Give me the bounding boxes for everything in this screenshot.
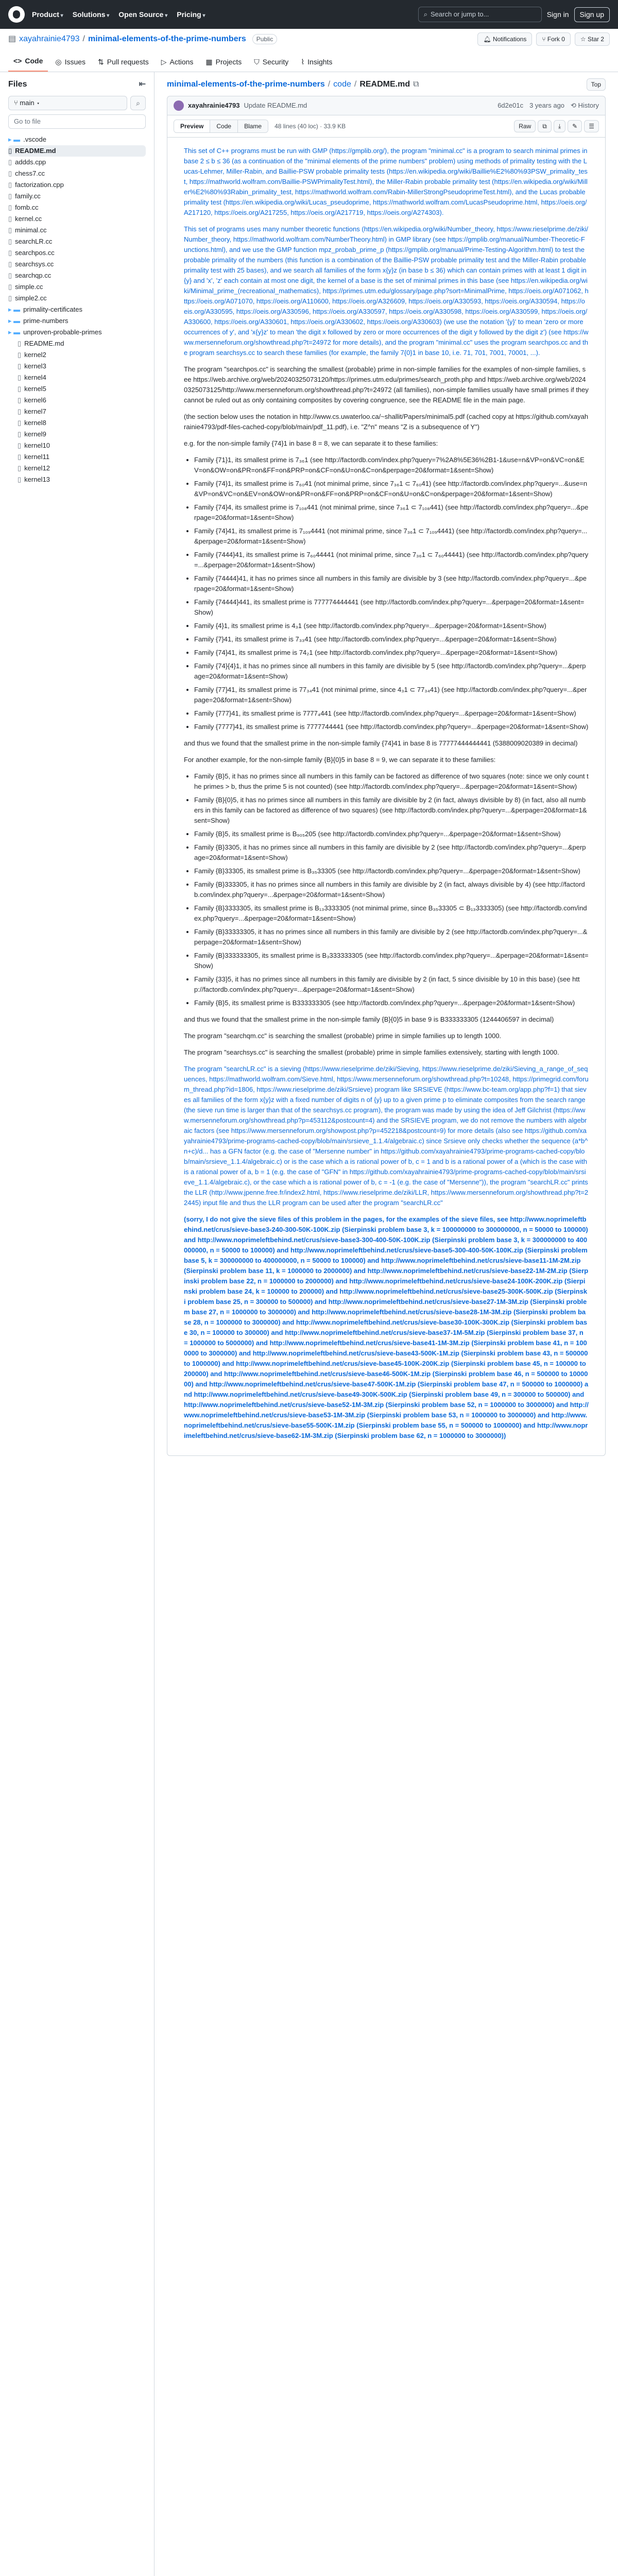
readme-paragraph: and thus we found that the smallest prime in the non-simple family {74}41 in base 8 is 77777444444441 (5388009020389 in decimal) — [184, 739, 578, 747]
tree-item-label: kernel4 — [24, 373, 46, 381]
tree-file[interactable] — [8, 157, 146, 168]
tree-item-label: primality-certificates — [23, 305, 82, 313]
sidebar-header — [8, 78, 146, 91]
repo-sep: / — [82, 35, 85, 43]
tree-file[interactable] — [8, 474, 146, 485]
tree-item-label: kernel13 — [24, 475, 50, 483]
family-list-item: • Family {4}1, its smallest prime is 4₃1 (see http://factordb.com/index.php?query=...&perpage=20&format=1&sent=Show) — [194, 621, 589, 631]
branch-icon: ⑂ — [14, 99, 20, 107]
folder-icon: ▸ ▬ — [8, 328, 21, 336]
tree-file[interactable] — [8, 247, 146, 259]
repo-owner-link[interactable]: xayahrainie4793 — [19, 35, 80, 43]
file-icon: ▯ — [18, 418, 22, 427]
tab-issues[interactable] — [50, 53, 91, 72]
tree-file[interactable] — [8, 463, 146, 474]
shield-icon: ⛉ — [254, 58, 260, 66]
main-content — [154, 72, 618, 2576]
notifications-label: Notifications — [492, 36, 527, 43]
family-list-item: • Family {7444}41, its smallest prime is 7₆₀44441 (not minimal prime, since 7₃₆1 ⊂ 7₆₀44441) (see http://factordb.com/index.php?query=...&perpage=20&format=1&sent=Show) — [194, 550, 589, 570]
tree-file[interactable] — [8, 417, 146, 429]
file-icon: ▯ — [8, 282, 12, 291]
file-info: 48 lines (40 loc) · 33.9 KB — [274, 123, 346, 130]
breadcrumb — [167, 78, 606, 91]
readme-paragraph: This set of C++ programs must be run with GMP (https://gmplib.org/), the program "minimal.cc" is a program to search minimal primes in base 2 ≤ b ≤ 36 (as a continuation of the "minimal elements of the prime numbers" problem) using methods of primality testing with the Lucas-Lehmer, Miller-Rabin, and Baillie-PSW probable primality tests (https://en.wikipedia.org/wiki/Baillie%E2%80%93PSW_primality_test, https://mathworld.wolfram.com/Baillie-PSWPrimalityTest.html), the Miller-Rabin probable primality test (https://en.wikipedia.org/wiki/Miller%E2%80%93Rabin_primality_test, https://mathworld.wolfram.com/Rabin-MillerStrongPseudoprimeTest.html), and the Lucas probable primality test (https://en.wikipedia.org/wiki/Lucas_pseudoprime, https://mathworld.wolfram.com/LucasPseudoprime.html, https://oeis.org/A217120, https://oeis.org/A217255, https://oeis.org/A217719, https://oeis.org/A274303). — [184, 147, 588, 216]
tree-item-label: searchLR.cc — [15, 237, 53, 245]
tree-file[interactable] — [8, 338, 146, 349]
tree-file[interactable] — [8, 349, 146, 361]
file-tree-sidebar — [0, 72, 154, 2576]
sign-up-button[interactable]: Sign up — [574, 7, 610, 22]
tab-projects[interactable] — [200, 53, 247, 72]
history-label: History — [578, 101, 599, 110]
file-icon: ▯ — [8, 214, 12, 223]
copy-path-icon[interactable]: ⧉ — [413, 80, 419, 89]
tree-file[interactable] — [8, 429, 146, 440]
tab-security[interactable] — [249, 53, 294, 72]
tree-file[interactable] — [8, 202, 146, 213]
copy-icon[interactable]: ⧉ — [538, 120, 552, 132]
branch-selector[interactable]: ⑂ main ▾ — [8, 96, 127, 110]
outline-icon[interactable]: ☰ — [584, 120, 599, 132]
family-list-item: • Family {74}41, its smallest prime is 7₁₀₉4441 (not minimal prime, since 7₃₆1 ⊂ 7₁₀₉4441) (see http://factordb.com/index.php?query=...&perpage=20&format=1&sent=Show) — [194, 526, 589, 547]
nav-pricing[interactable]: Pricing ▾ — [177, 9, 205, 20]
family-list-item: • Family {33}5, it has no primes since all numbers in this family are divisible by 2 (in fact, 5 since divisible by 10 in this base) (see http://factordb.com/index.php?query=...&perpage=20&format=1&sent=Show) — [194, 974, 589, 995]
family-list-item: • Family {B}333305, it has no primes since all numbers in this family are divisible by 2 (in fact, always divisible by 4) (see http://factordb.com/index.php?query=...&perpage=20&format=1&sent=Show) — [194, 879, 589, 900]
global-nav — [32, 9, 205, 20]
branch-row — [8, 96, 146, 110]
family-list-item: • Family {B}5, it has no primes since all numbers in this family can be factored as difference of two squares (note: since we only count the primes > b, thus the prime 5 is not counted) (see http://factordb.com/index.php?query=...&perpage=20&format=1&sent=Show) — [194, 771, 589, 792]
fork-icon: ⑂ — [542, 36, 547, 43]
commit-time: 3 years ago — [529, 101, 565, 110]
tree-folder[interactable] — [8, 134, 146, 145]
tree-item-label: chess7.cc — [15, 169, 45, 177]
tree-item-label: searchsys.cc — [15, 260, 54, 268]
file-icon: ▯ — [18, 430, 22, 438]
family-list-item: • Family {74}{4}1, it has no primes since all numbers in this family are divisible by 5 (see http://factordb.com/index.php?query=...&perpage=20&format=1&sent=Show) — [194, 661, 589, 682]
tree-file[interactable] — [8, 168, 146, 179]
breadcrumb-repo[interactable]: minimal-elements-of-the-prime-numbers — [167, 80, 325, 89]
tree-item-label: addds.cpp — [15, 158, 46, 166]
commit-author[interactable]: xayahrainie4793 — [188, 101, 240, 110]
tab-security-label: Security — [262, 58, 289, 66]
tree-file[interactable] — [8, 372, 146, 383]
tree-item-label: prime-numbers — [23, 316, 68, 325]
file-icon: ▯ — [18, 384, 22, 393]
family-list-item: • Family {71}1, its smallest prime is 7₃₆1 (see http://factordb.com/index.php?query=7%2A8%5E36%2B1-1&use=n&VP=on&VC=on&EV=on&OW=on&PR=on&FF=on&PRP=on&CF=on&U=on&C=on&perpage=20&format=1&sent=Show) — [194, 455, 589, 476]
readme-paragraph: (sorry, I do not give the sieve files of this problem in the pages, for the examples of the sieve files, see http://www.noprimeleftbehind.net/crus/sieve-base3-240-300-50K-100K.zip (Sierpinski problem base 3, k = 100000000 to 300000000, n = 50000 to 100000) and http://www.noprimeleftbehind.net/crus/sieve-base3-300-400-50K-100K.zip (Sierpinski problem base 3, k = 300000000 to 400000000, n = 50000 to 100000) and http://www.noprimeleftbehind.net/crus/sieve-base5-300-400-50K-100K.zip (Sierpinski problem base 5, k = 300000000 to 400000000, n = 50000 to 100000) and http://www.noprimeleftbehind.net/crus/sieve-base11-1M-2M.zip (Sierpinski problem base 11, k = 1000000 to 2000000) and http://www.noprimeleftbehind.net/crus/sieve-base22-1M-2M.zip (Sierpinski problem base 22, n = 1000000 to 2000000) and http://www.noprimeleftbehind.net/crus/sieve-base24-100K-200K.zip (Sierpinski problem base 24, k = 100000 to 200000) and http://www.noprimeleftbehind.net/crus/sieve-base25-300K-500K.zip (Sierpinski problem base 25, n = 300000 to 500000) and http://www.noprimeleftbehind.net/crus/sieve-base27-1M-3M.zip (Sierpinski problem base 27, n = 1000000 to 3000000) and http://www.noprimeleftbehind.net/crus/sieve-base28-1M-3M.zip (Sierpinski problem base 28, n = 1000000 to 3000000) and http://www.noprimeleftbehind.net/crus/sieve-base30-100K-300K.zip (Sierpinski problem base 30, n = 100000 to 300000) and http://www.noprimeleftbehind.net/crus/sieve-base37-1M-5M.zip (Sierpinski problem base 37, n = 1000000 to 5000000) and http://www.noprimeleftbehind.net/crus/sieve-base41-1M-3M.zip (Sierpinski problem base 41, n = 1000000 to 3000000) and http://www.noprimeleftbehind.net/crus/sieve-base43-500K-1M.zip (Sierpinski problem base 43, n = 500000 to 1000000) and http://www.noprimeleftbehind.net/crus/sieve-base45-100K-200K.zip (Sierpinski problem base 45, n = 100000 to 200000) and http://www.noprimeleftbehind.net/crus/sieve-base46-500K-1M.zip (Sierpinski problem base 46, n = 500000 to 1000000) and http://www.noprimeleftbehind.net/crus/sieve-base47-500K-1M.zip (Sierpinski problem base 47, n = 500000 to 1000000) and http://www.noprimeleftbehind.net/crus/sieve-base49-300K-500K.zip (Sierpinski problem base 49, n = 300000 to 500000) and http://www.noprimeleftbehind.net/crus/sieve-base52-1M-3M.zip (Sierpinski problem base 52, n = 1000000 to 3000000) and http://www.noprimeleftbehind.net/crus/sieve-base53-1M-3M.zip (Sierpinski problem base 53, n = 1000000 to 3000000) and http://www.noprimeleftbehind.net/crus/sieve-base55-500K-1M.zip (Sierpinski problem base 55, n = 500000 to 1000000) and http://www.noprimeleftbehind.net/crus/sieve-base62-1M-3M.zip (Sierpinski problem base 62, n = 1000000 to 3000000)) — [184, 1215, 589, 1439]
tree-item-label: kernel7 — [24, 407, 46, 415]
tree-item-label: minimal.cc — [15, 226, 47, 234]
file-icon: ▯ — [8, 180, 12, 189]
fork-label: Fork 0 — [547, 36, 565, 43]
tree-item-label: kernel10 — [24, 441, 50, 449]
folder-icon: ▸ ▬ — [8, 135, 21, 143]
file-icon: ▯ — [8, 146, 12, 155]
readme-paragraph: (the section below uses the notation in http://www.cs.uwaterloo.ca/~shallit/Papers/minimal5.pdf (cached copy at https://github.com/xayahrainie4793/pdf-files-cached-copy/blob/main/pdf_11.pdf), i.e. "Z^n" means "Z is a subsequence of Y") — [184, 413, 589, 431]
star-icon: ☆ — [580, 36, 588, 43]
readme-paragraph: The program "searchpos.cc" is searching the smallest (probable) prime in non-simple families for the examples of non-simple families, see https://web.archive.org/web/20240325073120/https://primes.utm.edu/primes/search_proth.php and https://web.archive.org/web/20240325073125/http://www.mersenneforum.org/showthread.php?t=24972 (all families), non-simple families usually have small primes if they cannot be ruled out as only containing composites by covering congruence, see the README file in the main page. — [184, 365, 589, 404]
tree-folder[interactable] — [8, 327, 146, 338]
view-mode-toggle — [174, 120, 268, 133]
file-icon: ▯ — [18, 407, 22, 415]
search-placeholder: Search or jump to... — [430, 10, 489, 19]
file-icon: ▯ — [8, 203, 12, 211]
tree-file[interactable] — [8, 270, 146, 281]
file-icon: ▯ — [18, 396, 22, 404]
file-icon: ▯ — [8, 158, 12, 166]
tree-item-label: searchqp.cc — [15, 271, 52, 279]
pull-request-icon: ⇅ — [98, 58, 104, 66]
family-list-item: • Family {7}41, its smallest prime is 7₃₃41 (see http://factordb.com/index.php?query=...&perpage=20&format=1&sent=Show) — [194, 634, 589, 645]
file-icon: ▯ — [8, 169, 12, 177]
sign-in-link[interactable]: Sign in — [546, 10, 569, 19]
tree-file[interactable] — [8, 213, 146, 225]
family-list-item: • Family {7777}41, its smallest prime is 7777744441 (see http://factordb.com/index.php?query=...&perpage=20&format=1&sent=Show) — [194, 722, 589, 732]
file-icon: ▯ — [18, 452, 22, 461]
family-list-item: • Family {74444}441, its smallest prime is 777774444441 (see http://factordb.com/index.php?query=...&perpage=20&format=1&sent=Show) — [194, 597, 589, 618]
tree-file[interactable] — [8, 406, 146, 417]
history-icon: ⟲ — [571, 101, 578, 110]
issue-icon: ◎ — [55, 58, 62, 66]
tree-item-label: README.md — [24, 339, 64, 347]
family-list-item: • Family {B}333333305, its smallest prime is B₃333333305 (see http://factordb.com/index.php?query=...&perpage=20&format=1&sent=Show) — [194, 951, 589, 971]
tab-projects-label: Projects — [215, 58, 242, 66]
branch-name: main — [20, 99, 35, 107]
repo-icon: ▤ — [8, 35, 16, 43]
tree-file[interactable] — [8, 395, 146, 406]
tab-actions[interactable] — [156, 53, 199, 72]
tree-item-label: searchpos.cc — [15, 248, 55, 257]
readme-paragraph: e.g. for the non-simple family {74}1 in base 8 = 8, we can separate it to these families: — [184, 439, 438, 447]
readme-paragraph: The program "searchLR.cc" is a sieving (https://www.rieselprime.de/ziki/Sieving, https://www.rieselprime.de/ziki/Sieving_a_range_of_sequences, https://mathworld.wolfram.com/Sieve.html, https://www.mersenneforum.org/showthread.php?t=10248, https://primegrid.com/forum_thread.php?id=1806, https://www.rieselprime.de/ziki/Srsieve) program like SRSIEVE (https://www.bc-team.org/app.php?f=1) that sieves all families of the form x{y}z with a fixed number of digits n of {y} up to a given prime p to eliminate composites from the search range (the sieve run time is larger than that of the searchsys.cc program), the program was made by using the idea of Jeff Gilchrist (https://www.mersenneforum.org/showthread.php?p=453112&postcount=4) and the SRSIEVE program, we do not remove the numbers with algebraic factors (see https://www.mersenneforum.org/showpost.php?p=452218&postcount=9) for more details (also see https://github.com/xayahrainie4793/prime-programs-cached-copy/blob/main/srsieve_1.1.4/algebraic.c) since Srsieve only checks whether the sequence (a*b^n+c)/d... has a GFN factor (e.g. the case of "Mersenne number" in https://github.com/xayahrainie4793/prime-programs-cached-copy/blob/main/srsieve_1.1.4/algebraic.c) or is the case which a is rational power of b, c = 1 and b is a rational power of a (which is the case with is a rational power of a, b = 1 (e.g. the case of "GFN" in https://github.com/xayahrainie4793/prime-programs-cached-copy/blob/main/srsieve_1.1.4/algebraic.c), or the case which a is rational power of b, c = -1 (e.g. the case of "Mersenne")), the program "searchLR.cc" prints the LLR (http://www.jpenne.free.fr/index2.html, https://www.rieselprime.de/ziki/LLR, https://www.mersenneforum.org/showthread.php?t=22445) input file and thus the LLR program can be used after the program "searchLR.cc" — [184, 1065, 589, 1207]
tree-item-label: .vscode — [23, 135, 46, 143]
tab-actions-label: Actions — [169, 58, 194, 66]
file-icon: ▯ — [18, 339, 22, 347]
tree-folder[interactable] — [8, 304, 146, 315]
search-files-button[interactable] — [130, 96, 146, 110]
family-list-item: • Family {74}41, its smallest prime is 74₂1 (see http://factordb.com/index.php?query=...&perpage=20&format=1&sent=Show) — [194, 648, 589, 658]
tab-insights-label: Insights — [307, 58, 333, 66]
tree-item-label: kernel6 — [24, 396, 46, 404]
avatar[interactable] — [174, 100, 184, 111]
tree-item-label: kernel12 — [24, 464, 50, 472]
tree-item-label: kernel9 — [24, 430, 46, 438]
family-list-item: • Family {777}41, its smallest prime is 7777₄441 (see http://factordb.com/index.php?query=...&perpage=20&format=1&sent=Show) — [194, 708, 589, 719]
tree-item-label: simple2.cc — [15, 294, 47, 302]
tree-item-label: fomb.cc — [15, 203, 39, 211]
tree-file[interactable] — [8, 440, 146, 451]
file-actions — [514, 120, 599, 132]
commit-hash[interactable]: 6d2e01c — [497, 101, 524, 110]
go-to-file-input[interactable] — [8, 114, 146, 129]
tree-file[interactable] — [8, 451, 146, 463]
tab-code[interactable] — [8, 52, 48, 72]
tree-item-label: kernel11 — [24, 452, 50, 461]
tab-insights[interactable] — [296, 53, 337, 72]
edit-icon[interactable]: ✎ — [568, 120, 582, 132]
tree-file[interactable] — [8, 179, 146, 191]
global-search-input[interactable] — [418, 7, 542, 22]
readme-paragraph: For another example, for the non-simple family {B}{0}5 in base 8 = 9, we can separate it to these families: — [184, 756, 496, 764]
repo-tabs — [0, 49, 618, 72]
tab-code-label: Code — [25, 57, 43, 65]
readme-paragraph: and thus we found that the smallest prime in the non-simple family {B}{0}5 in base 9 is B333333305 (1244406597 in decimal) — [184, 1015, 554, 1023]
file-icon: ▯ — [8, 271, 12, 279]
tree-item-label: README.md — [15, 146, 56, 155]
family-list — [194, 771, 589, 1008]
tree-item-label: kernel3 — [24, 362, 46, 370]
nav-solutions[interactable]: Solutions ▾ — [73, 9, 110, 20]
tree-file[interactable] — [8, 361, 146, 372]
go-to-file-placeholder: Go to file — [14, 117, 41, 125]
repo-actions — [477, 32, 610, 46]
folder-icon: ▸ ▬ — [8, 316, 21, 325]
family-list-item: • Family {B}5, its smallest prime is B₉₀₅205 (see http://factordb.com/index.php?query=...&perpage=20&format=1&sent=Show) — [194, 829, 589, 839]
commit-message[interactable]: Update README.md — [244, 101, 307, 110]
tree-item-label: kernel2 — [24, 350, 46, 359]
page-layout — [0, 72, 618, 2576]
tree-file[interactable] — [8, 191, 146, 202]
tab-issues-label: Issues — [64, 58, 86, 66]
tree-file[interactable] — [8, 145, 146, 157]
folder-icon: ▸ ▬ — [8, 305, 21, 313]
tree-file[interactable] — [8, 236, 146, 247]
tree-item-label: family.cc — [15, 192, 41, 200]
commit-meta — [497, 100, 599, 111]
preview-tab[interactable]: Preview — [174, 120, 210, 132]
family-list-item: • Family {B}5, its smallest prime is B333333305 (see http://factordb.com/index.php?query=...&perpage=20&format=1&sent=Show) — [194, 998, 589, 1008]
tree-item-label: unproven-probable-primes — [23, 328, 102, 336]
family-list-item: • Family {B}33333305, it has no primes since all numbers in this family are divisible by 2 (see http://factordb.com/index.php?query=...&perpage=20&format=1&sent=Show) — [194, 927, 589, 947]
tree-item-label: simple.cc — [15, 282, 43, 291]
fork-button[interactable] — [536, 32, 571, 46]
file-icon: ▯ — [18, 373, 22, 381]
search-icon: ⌕ — [423, 10, 427, 19]
search-icon: ⌕ — [136, 98, 140, 107]
collapse-sidebar-icon[interactable]: ⇤ — [139, 80, 146, 89]
table-icon: ▦ — [205, 58, 213, 66]
download-icon[interactable]: ⤓ — [554, 120, 565, 132]
latest-commit-bar — [167, 96, 606, 115]
file-icon: ▯ — [8, 192, 12, 200]
family-list-item: • Family {74}1, its smallest prime is 7₆₀41 (not minimal prime, since 7₃₆1 ⊂ 7₆₀41) (see http://factordb.com/index.php?query=...&use=n&VP=on&VC=on&EV=on&OW=on&PR=on&FF=on&PRP=on&CF=on&U=on&C=on&perpage=20&format=1&sent=Show) — [194, 479, 589, 499]
raw-button[interactable]: Raw — [514, 120, 536, 132]
file-icon: ▯ — [18, 362, 22, 370]
star-button[interactable] — [575, 32, 610, 46]
file-viewer — [167, 115, 606, 1456]
file-tree — [8, 134, 146, 485]
tree-file[interactable] — [8, 281, 146, 293]
file-icon: ▯ — [8, 294, 12, 302]
global-header — [0, 0, 618, 29]
code-icon: <> — [13, 57, 22, 65]
notifications-button[interactable] — [477, 32, 532, 46]
file-icon: ▯ — [18, 464, 22, 472]
tree-item-label: kernel8 — [24, 418, 46, 427]
play-icon: ▷ — [161, 58, 167, 66]
family-list-item: • Family {74}4, its smallest prime is 7₁₀₈441 (not minimal prime, since 7₃₆1 ⊂ 7₁₀₈441) (see http://factordb.com/index.php?query=...&perpage=20&format=1&sent=Show) — [194, 502, 589, 523]
family-list-item: • Family {B}33305, its smallest prime is B₃₅33305 (see http://factordb.com/index.php?query=...&perpage=20&format=1&sent=Show) — [194, 866, 589, 876]
blame-tab[interactable]: Blame — [238, 120, 268, 132]
family-list-item: • Family {B}3305, it has no primes since all numbers in this family are divisible by 2 (see http://factordb.com/index.php?query=...&perpage=20&format=1&sent=Show) — [194, 842, 589, 863]
breadcrumb-sep: / — [328, 80, 331, 89]
family-list-item: • Family {77}41, its smallest prime is 77₃₄41 (not minimal prime, since 4₃1 ⊂ 77₃₄41) (see http://factordb.com/index.php?query=...&perpage=20&format=1&sent=Show) — [194, 685, 589, 705]
star-label: Star 2 — [587, 36, 604, 43]
code-view-tab[interactable]: Code — [210, 120, 238, 132]
file-toolbar — [167, 115, 605, 138]
readme-paragraph: This set of programs uses many number theoretic functions (https://en.wikipedia.org/wiki/Number_theory, https://www.rieselprime.de/ziki/Number_theory, https://mathworld.wolfram.com/NumberTheory.html) in GMP library (see https://gmplib.org/manual/Number-Theoretic-Functions.html), and we use the GMP function mpz_probab_prime_p (https://gmplib.org/manual/Prime-Testing-Algorithm.html) to test the probable primality of the numbers (this function is a combination of the Baillie-PSW probable primality test and the Miller-Rabin probable primality test with 25 bases), and we search all families of the form x{y}z (in base b ≤ 36) which can contain primes with at least 1 digit in {y} and 'x', 'z' each contain at most one digit, the kernel of a base is the set of minimal primes in this base (see https://en.wikipedia.org/wiki/Minimal_prime_(recreational_mathematics), https://primes.utm.edu/glossary/page.php?sort=MinimalPrime, https://oeis.org/A071062, https://oeis.org/A071070, https://oeis.org/A110600, https://oeis.org/A326609, https://oeis.org/A330593, https://oeis.org/A330594, https://oeis.org/A330595, https://oeis.org/A330596, https://oeis.org/A330597, https://oeis.org/A330598, https://oeis.org/A330599, https://oeis.org/A330600, https://oeis.org/A330601, https://oeis.org/A330602, https://oeis.org/A330603) (we use the notation '{y}' to mean 'zero or more occurrences of y', and 'x{y}z' to mean 'the digit x followed by zero or more occurrences of the digit y followed by the digit z') (see https://www.mersenneforum.org/showthread.php?t=24972 for more details), and the program "minimal.cc" uses the program searchpos.cc and the program searchsys.cc to search these families (for example, the family 7{0}1 in base 10, i.e. 71, 701, 7001, 70001, ...). — [184, 225, 589, 357]
header-right — [418, 7, 610, 22]
top-button[interactable]: Top — [587, 78, 606, 91]
tree-item-label: kernel5 — [24, 384, 46, 393]
tree-file[interactable] — [8, 293, 146, 304]
visibility-badge: Public — [252, 34, 278, 44]
file-icon: ▯ — [18, 475, 22, 483]
bell-icon: 🔔︎ — [483, 36, 493, 43]
file-icon: ▯ — [8, 260, 12, 268]
tab-pull-requests-label: Pull requests — [107, 58, 149, 66]
tree-file[interactable] — [8, 383, 146, 395]
nav-open-source[interactable]: Open Source ▾ — [118, 9, 167, 20]
sidebar-title: Files — [8, 80, 27, 89]
nav-product[interactable]: Product ▾ — [32, 9, 63, 20]
file-icon: ▯ — [8, 237, 12, 245]
graph-icon: ⌇ — [301, 58, 305, 66]
repo-name-link[interactable]: minimal-elements-of-the-prime-numbers — [88, 35, 246, 43]
github-logo-icon[interactable] — [8, 6, 25, 23]
readme-paragraph: The program "searchsys.cc" is searching the smallest (probable) prime in simple families extensively, starting with length 1000. — [184, 1048, 559, 1056]
tab-pull-requests[interactable] — [93, 53, 154, 72]
tree-folder[interactable] — [8, 315, 146, 327]
breadcrumb-sep-2: / — [354, 80, 357, 89]
history-button[interactable] — [571, 100, 599, 111]
file-icon: ▯ — [8, 226, 12, 234]
tree-file[interactable] — [8, 225, 146, 236]
family-list — [194, 455, 589, 732]
family-list-item: • Family {74444}41, it has no primes since all numbers in this family are divisible by 3 (see http://factordb.com/index.php?query=...&perpage=20&format=1&sent=Show) — [194, 573, 589, 594]
readme-body — [167, 138, 605, 1455]
tree-item-label: kernel.cc — [15, 214, 42, 223]
file-icon: ▯ — [8, 248, 12, 257]
readme-paragraph: The program "searchqm.cc" is searching the smallest (probable) prime in simple families up to length 1000. — [184, 1032, 502, 1040]
breadcrumb-file: README.md — [359, 80, 410, 89]
family-list-item: • Family {B}{0}5, it has no primes since all numbers in this family are divisible by 2 (in fact, always divisible by 8) (in fact, also all numbers in this family can be factored as difference of two squares) (see http://factordb.com/index.php?query=...&perpage=20&format=1&sent=Show) — [194, 795, 589, 826]
tree-item-label: factorization.cpp — [15, 180, 64, 189]
file-icon: ▯ — [18, 350, 22, 359]
tree-file[interactable] — [8, 259, 146, 270]
repo-header — [0, 29, 618, 49]
family-list-item: • Family {B}3333305, its smallest prime is B₁₃3333305 (not minimal prime, since B₃₅33305 ⊂ B₁₃3333305) (see http://factordb.com/index.php?query=...&perpage=20&format=1&sent=Show) — [194, 903, 589, 924]
breadcrumb-folder[interactable]: code — [333, 80, 351, 89]
file-icon: ▯ — [18, 441, 22, 449]
